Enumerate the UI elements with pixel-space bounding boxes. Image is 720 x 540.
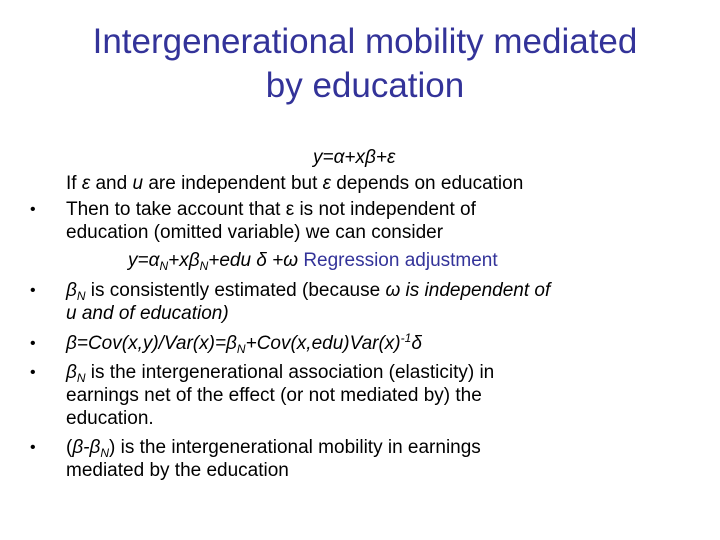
bullet-dot: • <box>30 282 36 299</box>
bullet-4-line-1: $\beta_N$ is the intergenerational association (elasticity) in <box>66 362 495 385</box>
bullet-5-line-2: mediated by the education <box>66 460 289 481</box>
regression-equation: $y=\alpha_N+x\beta_N+edu$ δ +ω Regression adjustment <box>128 250 498 273</box>
title-line-1: Intergenerational mobility mediated <box>92 22 638 61</box>
bullet-dot: • <box>30 364 36 381</box>
bullet-1-line-2: education (omitted variable) we can consider <box>66 222 444 243</box>
bullet-1-line-1: Then to take account that ε is not independent of <box>66 199 476 220</box>
regression-adjustment-label: Regression adjustment <box>298 250 498 271</box>
bullet-dot: • <box>30 335 36 352</box>
bullet-4-line-2: earnings net of the effect (or not mediated by) the <box>66 385 482 406</box>
main-equation: y=α+xβ+ε <box>313 147 396 168</box>
bullet-4-line-3: education. <box>66 408 154 429</box>
bullet-2-line-2: u and of education) <box>66 303 229 324</box>
bullet-dot: • <box>30 439 36 456</box>
premise-line: If ε and u are independent but ε depends on education <box>66 173 524 194</box>
bullet-5-line-1: $(\beta-\beta_N)$ is the intergenerational mobility in earnings <box>66 437 481 460</box>
bullet-2-line-1: $\beta_N$ is consistently estimated (because ω is independent of <box>66 280 551 303</box>
title-line-2: by education <box>265 66 465 105</box>
bullet-3-line-1: $\beta=Cov(x,y)/Var(x)=\beta_N+Cov(x,edu)Var(x)^{-1}\delta$ <box>66 331 422 356</box>
bullet-dot: • <box>30 201 36 218</box>
